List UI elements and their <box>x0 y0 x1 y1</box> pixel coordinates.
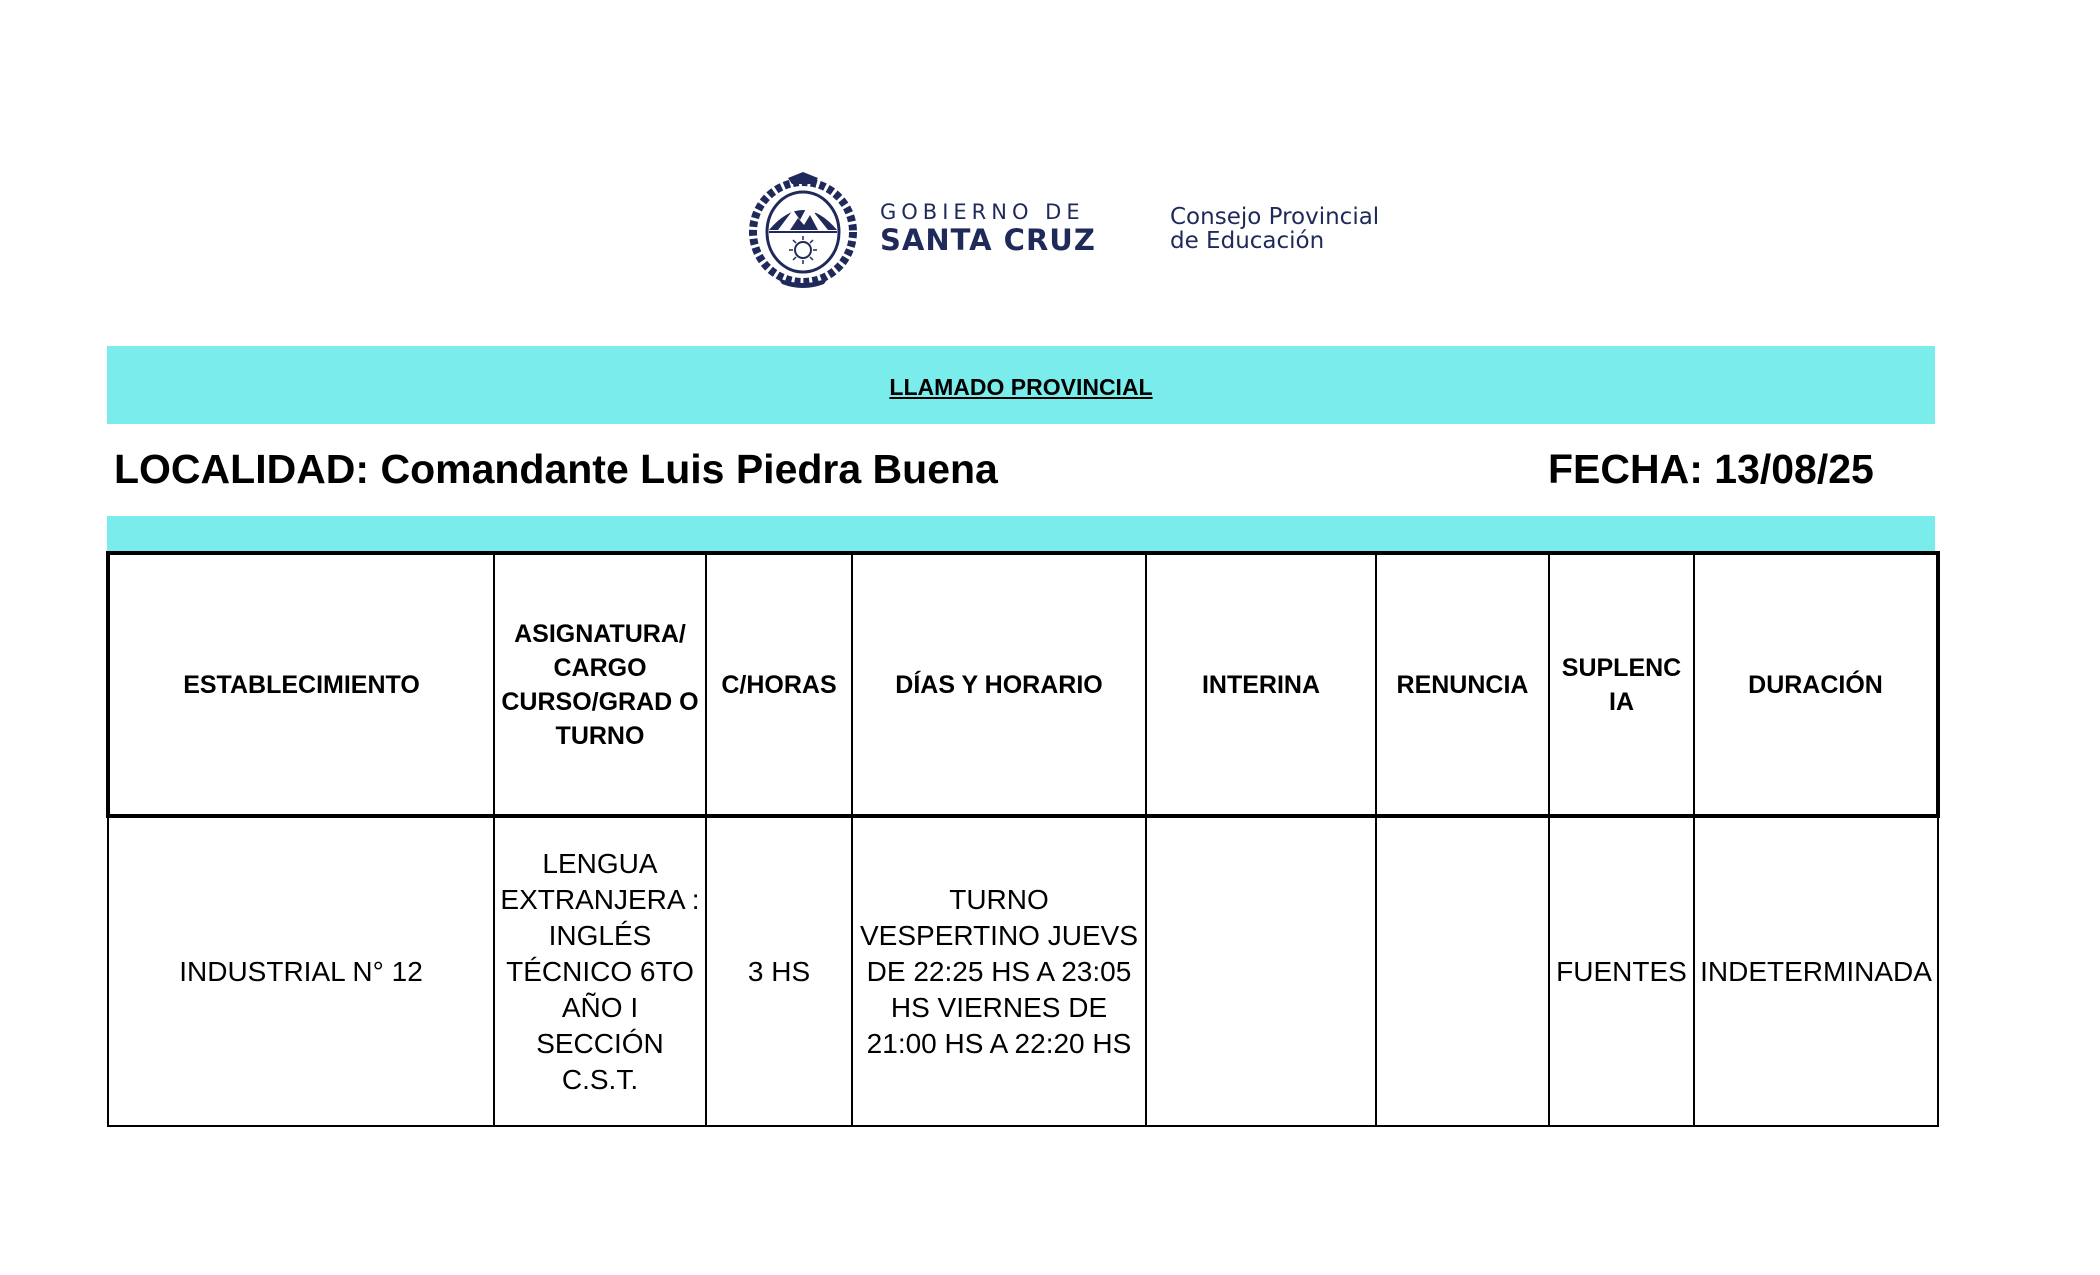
consejo-line1: Consejo Provincial <box>1170 204 1380 230</box>
cell-asignatura: LENGUA EXTRANJERA : INGLÉS TÉCNICO 6TO AÑO I SECCIÓN C.S.T. <box>494 816 706 1126</box>
cell-duracion: INDETERMINADA <box>1694 816 1938 1126</box>
cell-suplencia: FUENTES <box>1549 816 1694 1126</box>
fecha-label: FECHA: 13/08/25 <box>1548 446 1874 492</box>
llamado-table <box>106 551 1940 1127</box>
header-suplencia: SUPLENC IA <box>1549 553 1694 816</box>
cell-establecimiento: INDUSTRIAL N° 12 <box>108 816 494 1126</box>
consejo-wordmark <box>1170 205 1379 253</box>
gobierno-wordmark <box>880 200 1096 256</box>
table-row <box>108 816 1938 1126</box>
table-header <box>108 553 1938 816</box>
consejo-line2: de Educación <box>1170 228 1325 254</box>
header-establecimiento: ESTABLECIMIENTO <box>108 553 494 816</box>
header-interina: INTERINA <box>1146 553 1376 816</box>
localidad-label: LOCALIDAD: Comandante Luis Piedra Buena <box>114 446 998 492</box>
gobierno-line2: SANTA CRUZ <box>880 223 1096 257</box>
header-horas: C/HORAS <box>706 553 852 816</box>
header-logo <box>748 170 1428 290</box>
header-renuncia: RENUNCIA <box>1376 553 1549 816</box>
gobierno-line1: GOBIERNO DE <box>880 200 1085 224</box>
cell-horas: 3 HS <box>706 816 852 1126</box>
separator-band <box>107 516 1935 552</box>
header-dias-horario: DÍAS Y HORARIO <box>852 553 1146 816</box>
header-duracion: DURACIÓN <box>1694 553 1938 816</box>
cell-dias-horario: TURNO VESPERTINO JUEVS DE 22:25 HS A 23:05 HS VIERNES DE 21:00 HS A 22:20 HS <box>852 816 1146 1126</box>
banner <box>107 346 1935 424</box>
cell-interina <box>1146 816 1376 1126</box>
cell-renuncia <box>1376 816 1549 1126</box>
banner-title: LLAMADO PROVINCIAL <box>889 373 1153 400</box>
santa-cruz-coat-of-arms-icon <box>748 170 858 288</box>
header-asignatura: ASIGNATURA/ CARGO CURSO/GRAD O TURNO <box>494 553 706 816</box>
header-row <box>108 553 1938 816</box>
